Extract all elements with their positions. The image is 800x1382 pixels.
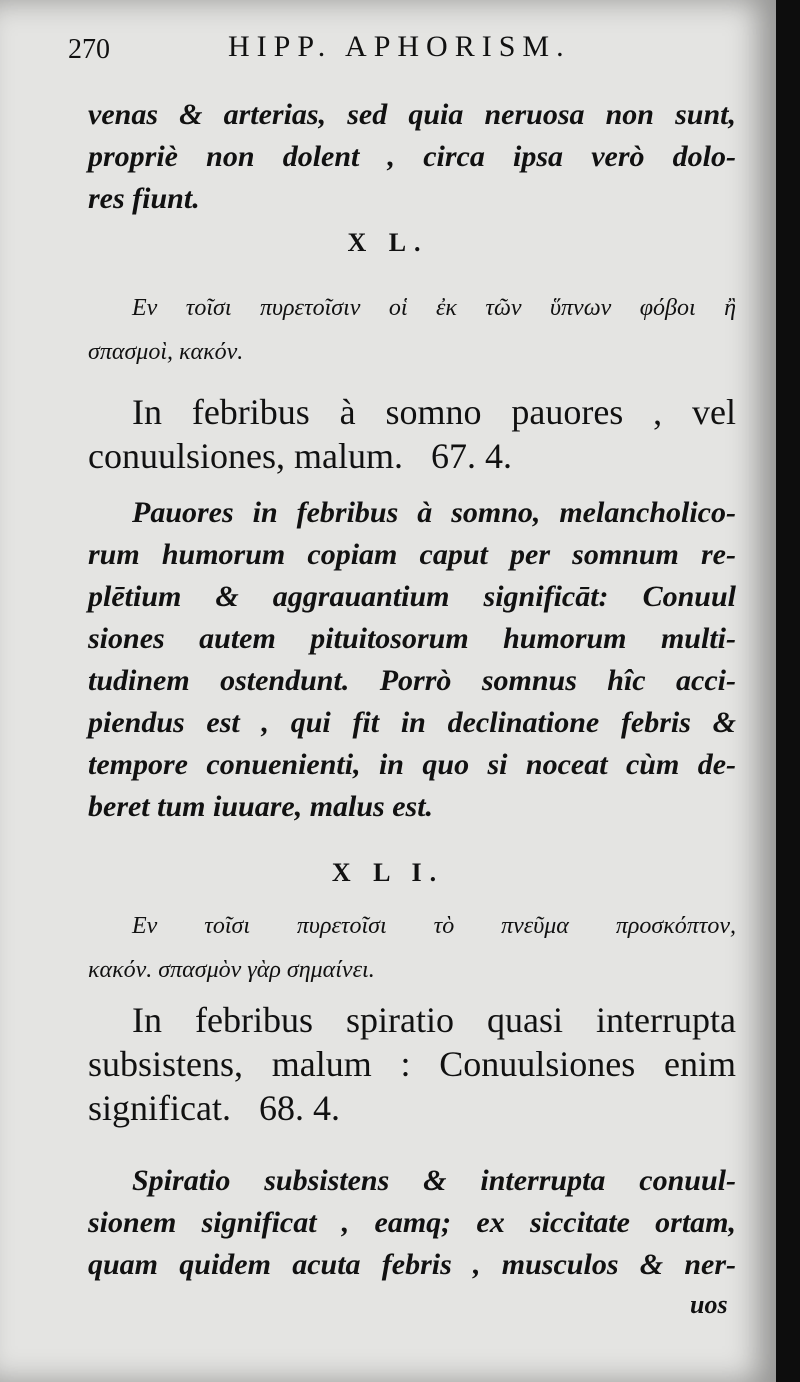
text-line: Pauores in febribus à somno, melancholico-	[132, 496, 736, 529]
text-line: tempore conuenienti, in quo si noceat cùm de-	[88, 748, 736, 781]
greek-line: Εν τοῖσι πυρετοῖσι τὸ πνεῦμα προσκόπτον,	[132, 913, 736, 939]
latin-line	[88, 1086, 736, 1130]
greek-line: κακόν. σπασμὸν γὰρ σημαίνει.	[88, 957, 375, 983]
catchword: uos	[690, 1290, 728, 1319]
text-line: tudinem ostendunt. Porrò somnus hîc acci-	[88, 664, 736, 697]
text-line: propriè non dolent , circa ipsa verò dolo-	[88, 140, 736, 173]
commentary-40	[88, 492, 736, 828]
text-line: siones autem pituitosorum humorum multi-	[88, 622, 736, 655]
greek-text-40	[88, 286, 736, 374]
aphorism-heading-41: X L I.	[331, 858, 445, 887]
aphorism-heading-40: X L.	[347, 228, 429, 257]
text-line: Spiratio subsistens & interrupta conuul-	[132, 1164, 736, 1197]
text-line: venas & arterias, sed quia neruosa non sunt,	[88, 98, 736, 131]
continued-commentary	[88, 94, 736, 220]
reference-numbers: 68. 4.	[258, 1088, 340, 1128]
latin-line-text: conuulsiones, malum.	[88, 436, 403, 476]
latin-line-text: significat.	[88, 1088, 231, 1128]
latin-line: subsistens, malum : Conuulsiones enim	[88, 1044, 736, 1084]
latin-line: In febribus à somno pauores , vel	[132, 392, 736, 432]
text-line: piendus est , qui fit in declinatione febris &	[88, 706, 736, 739]
text-line: rum humorum copiam caput per somnum re-	[88, 538, 736, 571]
text-line: quam quidem acuta febris , musculos & ner-	[88, 1248, 736, 1281]
latin-translation-41	[88, 998, 736, 1130]
latin-translation-40	[88, 390, 736, 478]
latin-line: In febribus spiratio quasi interrupta	[132, 1000, 736, 1040]
commentary-41	[88, 1160, 736, 1286]
page-number: 270	[68, 34, 110, 65]
greek-line: Εν τοῖσι πυρετοῖσιν οἱ ἐκ τῶν ὕπνων φόβοι ἢ	[132, 295, 736, 321]
page-edge-shadow	[776, 0, 800, 1382]
text-line: res fiunt.	[88, 182, 200, 215]
greek-line: σπασμοὶ, κακόν.	[88, 339, 244, 365]
latin-line	[88, 434, 736, 478]
text-line: plētium & aggrauantium significāt: Conuul	[88, 580, 736, 613]
running-title: HIPP. APHORISM.	[228, 30, 571, 63]
greek-text-41	[88, 904, 736, 992]
text-line: sionem significat , eamq; ex siccitate ortam,	[88, 1206, 736, 1239]
text-line: beret tum iuuare, malus est.	[88, 790, 434, 823]
reference-numbers: 67. 4.	[430, 436, 512, 476]
